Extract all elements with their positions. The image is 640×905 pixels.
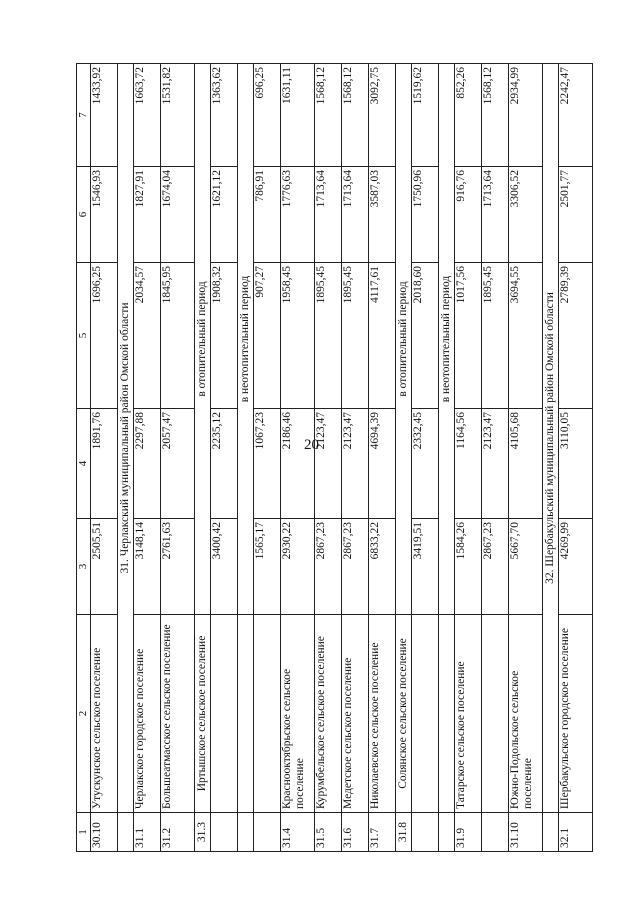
value-cell: 786,91 — [254, 167, 281, 263]
settlement-name: Татарское сельское поселение — [455, 615, 482, 813]
value-cell: 4269,99 — [559, 519, 593, 615]
settlement-name: Иртышское сельское поселение — [195, 615, 211, 813]
value-cell: 3092,75 — [369, 64, 396, 167]
row-index: 31.7 — [369, 813, 396, 852]
value-cell: 2034,57 — [134, 263, 161, 409]
value-cell: 2934,99 — [509, 64, 543, 167]
row-index: 31.3 — [195, 813, 211, 852]
row-index: 31.5 — [315, 813, 342, 852]
period-label: в отопительный период — [195, 64, 211, 615]
settlement-name: Утускунское сельское поселение — [91, 615, 118, 813]
header-cell: 2 — [77, 615, 91, 813]
value-cell: 1713,64 — [482, 167, 509, 263]
table-row — [482, 64, 509, 852]
row-index — [211, 813, 238, 852]
value-cell: 2501,77 — [559, 167, 593, 263]
table-body — [77, 64, 593, 852]
row-index — [412, 813, 439, 852]
row-index: 31.6 — [342, 813, 369, 852]
settlement-name — [254, 615, 281, 813]
tariff-table — [76, 63, 593, 852]
value-cell: 2057,47 — [161, 409, 195, 519]
period-label: в неотопительный период — [439, 64, 455, 615]
value-cell: 6833,22 — [369, 519, 396, 615]
value-cell: 907,27 — [254, 263, 281, 409]
table-row — [455, 64, 482, 852]
value-cell: 2186,46 — [281, 409, 315, 519]
table-row — [134, 64, 161, 852]
value-cell: 1713,64 — [342, 167, 369, 263]
value-cell: 1895,45 — [342, 263, 369, 409]
value-cell: 1958,45 — [281, 263, 315, 409]
row-index: 31.9 — [455, 813, 482, 852]
value-cell: 2867,23 — [482, 519, 509, 615]
table-row — [369, 64, 396, 852]
value-cell: 1750,96 — [412, 167, 439, 263]
table-row — [509, 64, 543, 852]
value-cell: 2761,63 — [161, 519, 195, 615]
table-row — [559, 64, 593, 852]
value-cell: 2789,39 — [559, 263, 593, 409]
header-cell: 1 — [77, 813, 91, 852]
value-cell: 2332,45 — [412, 409, 439, 519]
row-index: 31.8 — [396, 813, 412, 852]
value-cell: 1908,32 — [211, 263, 238, 409]
settlement-name: Солянское сельское поселение — [396, 615, 412, 813]
value-cell: 1519,62 — [412, 64, 439, 167]
settlement-name: Николаевское сельское поселение — [369, 615, 396, 813]
table-row — [412, 64, 439, 852]
table-row — [91, 64, 118, 852]
value-cell: 3419,51 — [412, 519, 439, 615]
table-row — [211, 64, 238, 852]
cell-empty — [118, 813, 134, 852]
value-cell: 2930,22 — [281, 519, 315, 615]
value-cell: 1433,92 — [91, 64, 118, 167]
settlement-name: Большеатмасское сельское поселение — [161, 615, 195, 813]
period-row — [195, 64, 211, 852]
value-cell: 4694,39 — [369, 409, 396, 519]
value-cell: 1696,25 — [91, 263, 118, 409]
row-index: 31.2 — [161, 813, 195, 852]
value-cell: 3400,42 — [211, 519, 238, 615]
settlement-name — [439, 615, 455, 813]
value-cell: 1568,12 — [315, 64, 342, 167]
value-cell: 2297,88 — [134, 409, 161, 519]
settlement-name: Курумбельское сельское поселение — [315, 615, 342, 813]
value-cell: 1164,56 — [455, 409, 482, 519]
value-cell: 1584,26 — [455, 519, 482, 615]
row-index: 30.10 — [91, 813, 118, 852]
row-index — [482, 813, 509, 852]
value-cell: 696,25 — [254, 64, 281, 167]
settlement-name: Краснооктябрьское сельское поселение — [281, 615, 315, 813]
value-cell: 1845,95 — [161, 263, 195, 409]
rotated-table-container — [76, 64, 571, 852]
value-cell: 1895,45 — [315, 263, 342, 409]
header-row — [77, 64, 91, 852]
value-cell: 3306,52 — [509, 167, 543, 263]
value-cell: 1776,63 — [281, 167, 315, 263]
period-row — [396, 64, 412, 852]
table-row — [161, 64, 195, 852]
header-cell: 3 — [77, 519, 91, 615]
settlement-name: Медетское сельское поселение — [342, 615, 369, 813]
header-cell: 5 — [77, 263, 91, 409]
table-row — [342, 64, 369, 852]
table-row — [281, 64, 315, 852]
period-row — [238, 64, 254, 852]
value-cell: 5667,70 — [509, 519, 543, 615]
section-row — [543, 64, 559, 852]
header-cell: 4 — [77, 409, 91, 519]
value-cell: 1568,12 — [342, 64, 369, 167]
value-cell: 2867,23 — [315, 519, 342, 615]
header-cell: 6 — [77, 167, 91, 263]
section-title: 32. Шербакульский муниципальный район Омской области — [543, 64, 559, 813]
section-row — [118, 64, 134, 852]
value-cell: 2018,60 — [412, 263, 439, 409]
page-number: 20 — [304, 437, 319, 453]
value-cell: 1827,91 — [134, 167, 161, 263]
settlement-name — [211, 615, 238, 813]
row-index: 31.10 — [509, 813, 543, 852]
value-cell: 1895,45 — [482, 263, 509, 409]
row-index — [439, 813, 455, 852]
value-cell: 1891,76 — [91, 409, 118, 519]
value-cell: 1363,62 — [211, 64, 238, 167]
value-cell: 2123,47 — [482, 409, 509, 519]
header-cell: 7 — [77, 64, 91, 167]
table-row — [254, 64, 281, 852]
row-index: 32.1 — [559, 813, 593, 852]
settlement-name — [412, 615, 439, 813]
value-cell: 1631,11 — [281, 64, 315, 167]
row-index — [238, 813, 254, 852]
value-cell: 1546,93 — [91, 167, 118, 263]
value-cell: 2235,12 — [211, 409, 238, 519]
value-cell: 3110,05 — [559, 409, 593, 519]
value-cell: 1568,12 — [482, 64, 509, 167]
settlement-name: Черлакское городское поселение — [134, 615, 161, 813]
row-index — [254, 813, 281, 852]
cell-empty — [543, 813, 559, 852]
value-cell: 3694,55 — [509, 263, 543, 409]
row-index: 31.4 — [281, 813, 315, 852]
value-cell: 1674,04 — [161, 167, 195, 263]
value-cell: 3148,14 — [134, 519, 161, 615]
value-cell: 1565,17 — [254, 519, 281, 615]
value-cell: 4105,68 — [509, 409, 543, 519]
settlement-name — [482, 615, 509, 813]
value-cell: 1067,23 — [254, 409, 281, 519]
value-cell: 2242,47 — [559, 64, 593, 167]
value-cell: 3587,03 — [369, 167, 396, 263]
value-cell: 1531,82 — [161, 64, 195, 167]
value-cell: 1017,56 — [455, 263, 482, 409]
value-cell: 1663,72 — [134, 64, 161, 167]
period-label: в неотопительный период — [238, 64, 254, 615]
settlement-name: Шербакульское городское поселение — [559, 615, 593, 813]
value-cell: 4117,61 — [369, 263, 396, 409]
table-row — [315, 64, 342, 852]
value-cell: 2867,23 — [342, 519, 369, 615]
value-cell: 1713,64 — [315, 167, 342, 263]
value-cell: 2505,51 — [91, 519, 118, 615]
value-cell: 852,26 — [455, 64, 482, 167]
section-title: 31. Черлакский муниципальный район Омской области — [118, 64, 134, 813]
value-cell: 916,76 — [455, 167, 482, 263]
period-row — [439, 64, 455, 852]
value-cell: 1621,12 — [211, 167, 238, 263]
period-label: в отопительный период — [396, 64, 412, 615]
value-cell: 2123,47 — [315, 409, 342, 519]
settlement-name: Южно-Подольское сельское поселение — [509, 615, 543, 813]
settlement-name — [238, 615, 254, 813]
value-cell: 2123,47 — [342, 409, 369, 519]
row-index: 31.1 — [134, 813, 161, 852]
